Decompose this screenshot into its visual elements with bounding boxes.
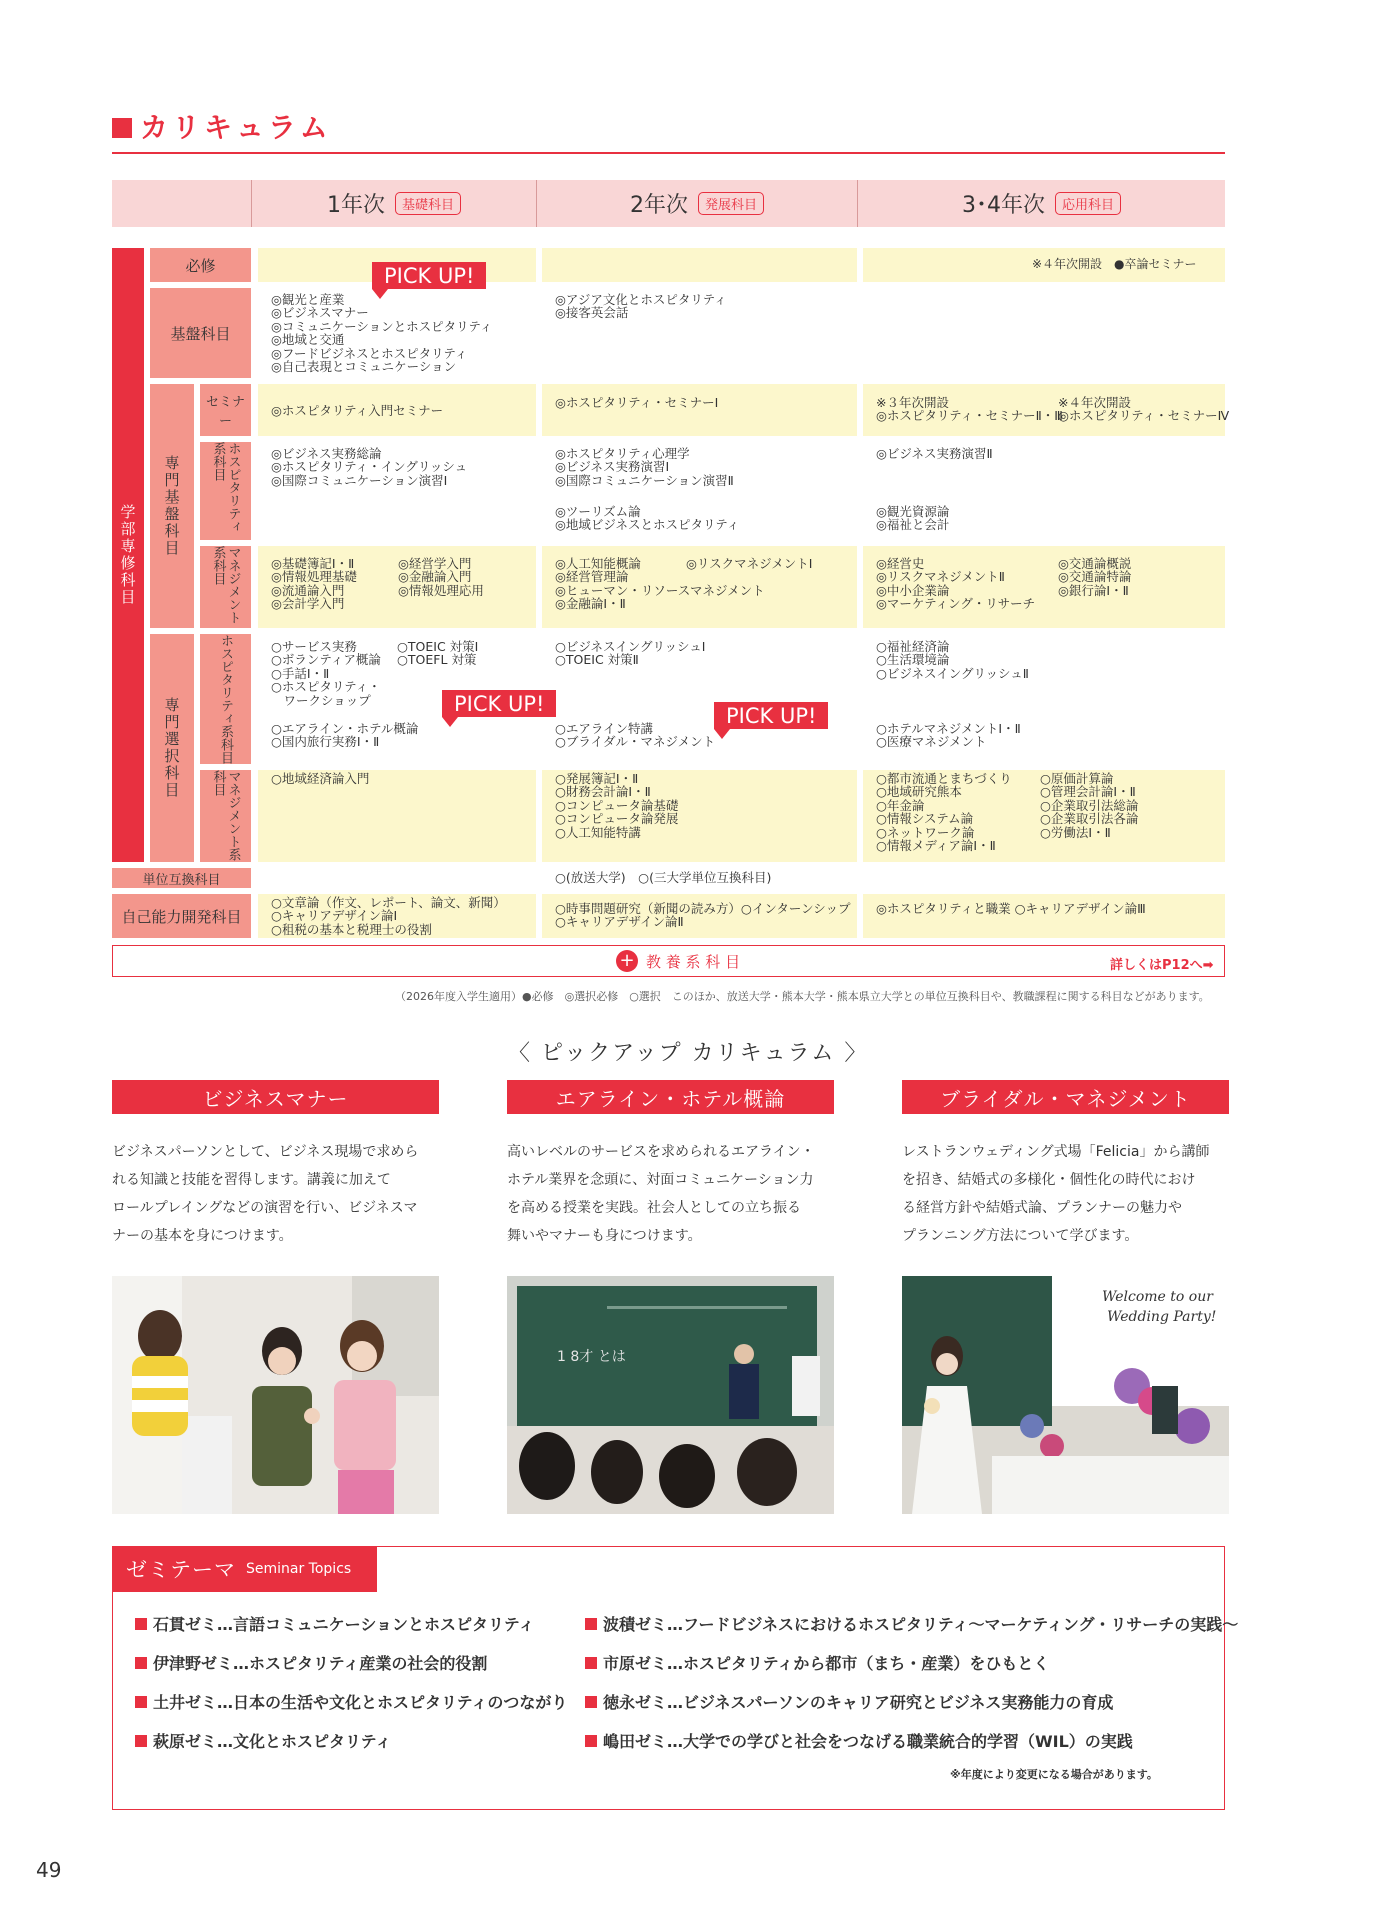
hisshu-label: 必修 — [150, 248, 251, 282]
sentaku-hosp-y2b: ○エアライン特講 ○ブライダル・マネジメント — [555, 721, 716, 750]
zemi-item — [585, 1612, 1238, 1635]
sentaku-mgmt-label: マネジメント系科目 — [200, 770, 251, 862]
seminar-y1: ◎ホスピタリティ入門セミナー — [271, 403, 444, 418]
gakubu-label: 学部専修科目 — [112, 248, 144, 862]
kyoyo-link[interactable]: 詳しくはP12へ➡ — [1110, 958, 1214, 973]
seminar-label: セミナー — [200, 384, 251, 436]
square-bullet-icon — [135, 1696, 147, 1708]
photo-illustration — [112, 1276, 439, 1514]
kiban-mgmt-y2a: ◎人工知能概論 ◎経営管理論 ◎ヒューマン・リソースマネジメント ◎金融論Ⅰ・Ⅱ — [555, 556, 765, 612]
svg-text:1 8才 とは: 1 8才 とは — [557, 1349, 626, 1365]
zemi-item — [585, 1690, 1113, 1713]
kyoyo-label — [616, 950, 740, 972]
tani-y2: ○(放送大学) ○(三大学単位互換科目) — [555, 870, 772, 885]
square-bullet-icon — [585, 1735, 597, 1747]
kiban-mgmt-y1a: ◎基礎簿記Ⅰ・Ⅱ ◎情報処理基礎 ◎流通論入門 ◎会計学入門 — [271, 556, 357, 612]
sentaku-mgmt-y2: ○発展簿記Ⅰ・Ⅱ ○財務会計論Ⅰ・Ⅱ ○コンピュータ論基礎 ○コンピュータ論発展 ○人工知能特講 — [555, 771, 679, 840]
sentaku-hosp-y1a: ○サービス実務 ○ボランティア概論 ○手話Ⅰ・Ⅱ ○ホスピタリティ・ ワークショップ — [271, 639, 381, 708]
footnote: （2026年度入学生適用）●必修 ◎選択必修 ○選択 このほか、放送大学・熊本大学・熊本県立大学との単位互換科目や、教職課程に関する科目などがあります。 — [395, 990, 1210, 1003]
zemi-item-text: 嶋田ゼミ…大学での学びと社会をつなげる職業統合的学習（WIL）の実践 — [603, 1732, 1133, 1751]
kiban-mgmt-label: マネジメント系科目 — [200, 546, 251, 628]
pickup-body-3: レストランウェディング式場「Felicia」から講師 を招き、結婚式の多様化・個性化の時代におけ る経営方針や結婚式論、プランナーの魅力や プランニング方法について学びます。 — [902, 1144, 1210, 1244]
zemi-item — [585, 1729, 1133, 1752]
photo-airline-hotel — [507, 1276, 834, 1514]
square-bullet-icon — [135, 1657, 147, 1669]
callout-tail — [372, 289, 388, 299]
zemi-subtitle: Seminar Topics — [246, 1561, 352, 1577]
sentaku-hosp-y34b: ○ホテルマネジメントⅠ・Ⅱ ○医療マネジメント — [876, 721, 1021, 750]
kyoyo-text: 教 養 系 科 目 — [646, 952, 741, 971]
square-bullet-icon — [585, 1618, 597, 1630]
section-title — [112, 106, 332, 146]
sentaku-hosp-y34a: ○福祉経済論 ○生活環境論 ○ビジネスイングリッシュⅡ — [876, 639, 1029, 681]
sentaku-hosp-y1b: ○TOEIC 対策Ⅰ ○TOEFL 対策 — [397, 639, 479, 668]
cell — [542, 248, 857, 282]
section-title-text: カリキュラム — [140, 111, 332, 144]
kiban-mgmt-y1b: ◎経営学入門 ◎金融論入門 ◎情報処理応用 — [398, 556, 484, 598]
page-number: 49 — [36, 1858, 62, 1882]
square-bullet-icon — [585, 1696, 597, 1708]
jiko-y1: ○文章論（作文、レポート、論文、新聞） ○キャリアデザイン論Ⅰ ○租税の基本と税理士の役割 — [271, 895, 506, 937]
sign-line-1: Welcome to our — [1102, 1289, 1213, 1305]
square-bullet-icon — [112, 118, 132, 138]
kiban-hosp-y34a: ◎ビジネス実務演習Ⅱ — [876, 446, 993, 461]
pickup-body-2: 高いレベルのサービスを求められるエアライン・ ホテル業界を念頭に、対面コミュニケーション力 を高める授業を実践。社会人としての立ち振る 舞いやマナーも身につけます。 — [507, 1144, 815, 1244]
pickup-badge — [442, 690, 556, 717]
sentaku-hosp-y1c: ○エアライン・ホテル概論 ○国内旅行実務Ⅰ・Ⅱ — [271, 721, 419, 750]
year-tag: 発展科目 — [698, 192, 764, 215]
pickup-head-2: エアライン・ホテル概論 — [507, 1080, 834, 1114]
sentaku-hosp-label: ホスピタリティ系科目 — [200, 634, 251, 764]
zemi-item — [585, 1651, 1049, 1674]
pickup-badge-text: PICK UP! — [454, 692, 545, 716]
zemi-item-text: 伊津野ゼミ…ホスピタリティ産業の社会的役割 — [153, 1654, 488, 1673]
kiban-mgmt-y34b: ◎交通論概説 ◎交通論特論 ◎銀行論Ⅰ・Ⅱ — [1058, 556, 1132, 598]
seminar-y34b: ※４年次開設 ◎ホスピタリティ・セミナーⅣ — [1058, 395, 1230, 424]
zemi-item-text: 市原ゼミ…ホスピタリティから都市（まち・産業）をひもとく — [603, 1654, 1050, 1673]
kiban-hosp-y2b: ◎ツーリズム論 ◎地域ビジネスとホスピタリティ — [555, 504, 740, 533]
sentaku-mgmt-y34a: ○都市流通とまちづくり ○地域研究熊本 ○年金論 ○情報システム論 ○ネットワーク論 ○情報メディア論Ⅰ・Ⅱ — [876, 771, 1012, 854]
kiban-mgmt-y34a: ◎経営史 ◎リスクマネジメントⅡ ◎中小企業論 ◎マーケティング・リサーチ — [876, 556, 1036, 612]
photo-business-manner — [112, 1276, 439, 1514]
sentaku-mgmt-y1: ○地域経済論入門 — [271, 771, 370, 786]
jiko-label: 自己能力開発科目 — [112, 894, 251, 938]
kiban-mgmt-y2b: ◎リスクマネジメントⅠ — [686, 556, 813, 571]
year-tag: 基礎科目 — [395, 192, 461, 215]
sentaku-mgmt-y34b: ○原価計算論 ○管理会計論Ⅰ・Ⅱ ○企業取引法総論 ○企業取引法各論 ○労働法Ⅰ・Ⅱ — [1040, 771, 1139, 840]
kiban-hosp-y34b: ◎観光資源論 ◎福祉と会計 — [876, 504, 950, 533]
year-2-header — [537, 180, 857, 227]
seminar-y2: ◎ホスピタリティ・セミナーⅠ — [555, 395, 719, 410]
callout-tail — [714, 729, 730, 739]
sentaku-hosp-y2a: ○ビジネスイングリッシュⅠ ○TOEIC 対策Ⅱ — [555, 639, 706, 668]
photo-illustration — [902, 1276, 1229, 1514]
pickup-badge — [714, 702, 828, 729]
sign-line-2: Wedding Party! — [1107, 1309, 1217, 1325]
zemi-item-text: 土井ゼミ…日本の生活や文化とホスピタリティのつながり — [153, 1693, 568, 1712]
jiko-y2: ○時事問題研究（新聞の読み方）○インターンシップ ○キャリアデザイン論Ⅱ — [555, 901, 851, 930]
pickup-body-1: ビジネスパーソンとして、ビジネス現場で求めら れる知識と技能を習得します。講義に加えて ロールプレイングなどの演習を行い、ビジネスマ ナーの基本を身につけます。 — [112, 1144, 419, 1244]
plus-icon: + — [616, 950, 638, 972]
cell — [542, 384, 857, 436]
square-bullet-icon — [135, 1618, 147, 1630]
senmon-kiban-label: 専門基盤科目 — [150, 384, 194, 628]
year-label: 1年次 — [326, 193, 385, 218]
zemi-header — [112, 1546, 377, 1592]
zemi-item — [135, 1612, 534, 1635]
zemi-item — [135, 1690, 567, 1713]
senmon-sentaku-label: 専門選択科目 — [150, 634, 194, 862]
kiban-y1: ◎観光と産業 ◎ビジネスマナー ◎コミュニケーションとホスピタリティ ◎地域と交通 ◎フードビジネスとホスピタリティ ◎自己表現とコミュニケーション — [271, 292, 493, 375]
photo-bridal — [902, 1276, 1229, 1514]
zemi-item — [135, 1651, 487, 1674]
zemi-note: ※年度により変更になる場合があります。 — [950, 1768, 1158, 1781]
pickup-badge — [372, 262, 486, 289]
kiban-hosp-label: ホスピタリティ系科目 — [200, 442, 251, 540]
kiban-label: 基盤科目 — [150, 288, 251, 378]
photo-illustration — [507, 1276, 834, 1514]
tani-label: 単位互換科目 — [112, 868, 251, 888]
zemi-item-text: 波積ゼミ…フードビジネスにおけるホスピタリティ〜マーケティング・リサーチの実践〜 — [603, 1615, 1239, 1634]
kiban-hosp-y2a: ◎ホスピタリティ心理学 ◎ビジネス実務演習Ⅰ ◎国際コミュニケーション演習Ⅱ — [555, 446, 734, 488]
pickup-title: 〈 ピックアップ カリキュラム 〉 — [508, 1041, 869, 1066]
callout-tail — [442, 717, 458, 727]
zemi-item-text: 萩原ゼミ…文化とホスピタリティ — [153, 1732, 392, 1751]
zemi-title: ゼミテーマ — [126, 1558, 236, 1582]
kiban-hosp-y1: ◎ビジネス実務総論 ◎ホスピタリティ・イングリッシュ ◎国際コミュニケーション演習Ⅰ — [271, 446, 468, 488]
pickup-head-3: ブライダル・マネジメント — [902, 1080, 1229, 1114]
year-tag: 応用科目 — [1055, 192, 1121, 215]
year-label: 2年次 — [629, 193, 688, 218]
year-1-header — [252, 180, 536, 227]
year-label: 3･4年次 — [961, 193, 1045, 218]
zemi-item — [135, 1729, 391, 1752]
year-34-header — [858, 180, 1225, 227]
zemi-item-text: 石貫ゼミ…言語コミュニケーションとホスピタリティ — [153, 1615, 535, 1634]
seminar-y34a: ※３年次開設 ◎ホスピタリティ・セミナーⅡ・Ⅲ — [876, 395, 1063, 424]
zemi-item-text: 徳永ゼミ…ビジネスパーソンのキャリア研究とビジネス実務能力の育成 — [603, 1693, 1114, 1712]
pickup-badge-text: PICK UP! — [384, 264, 475, 288]
jiko-y34: ◎ホスピタリティと職業 ○キャリアデザイン論Ⅲ — [876, 901, 1146, 916]
square-bullet-icon — [135, 1735, 147, 1747]
square-bullet-icon — [585, 1657, 597, 1669]
kiban-y2: ◎アジア文化とホスピタリティ ◎接客英会話 — [555, 292, 727, 321]
divider — [112, 152, 1225, 154]
pickup-badge-text: PICK UP! — [726, 704, 817, 728]
hisshu-y34: ※４年次開設 ●卒論セミナー — [1032, 257, 1197, 271]
pickup-head-1: ビジネスマナー — [112, 1080, 439, 1114]
